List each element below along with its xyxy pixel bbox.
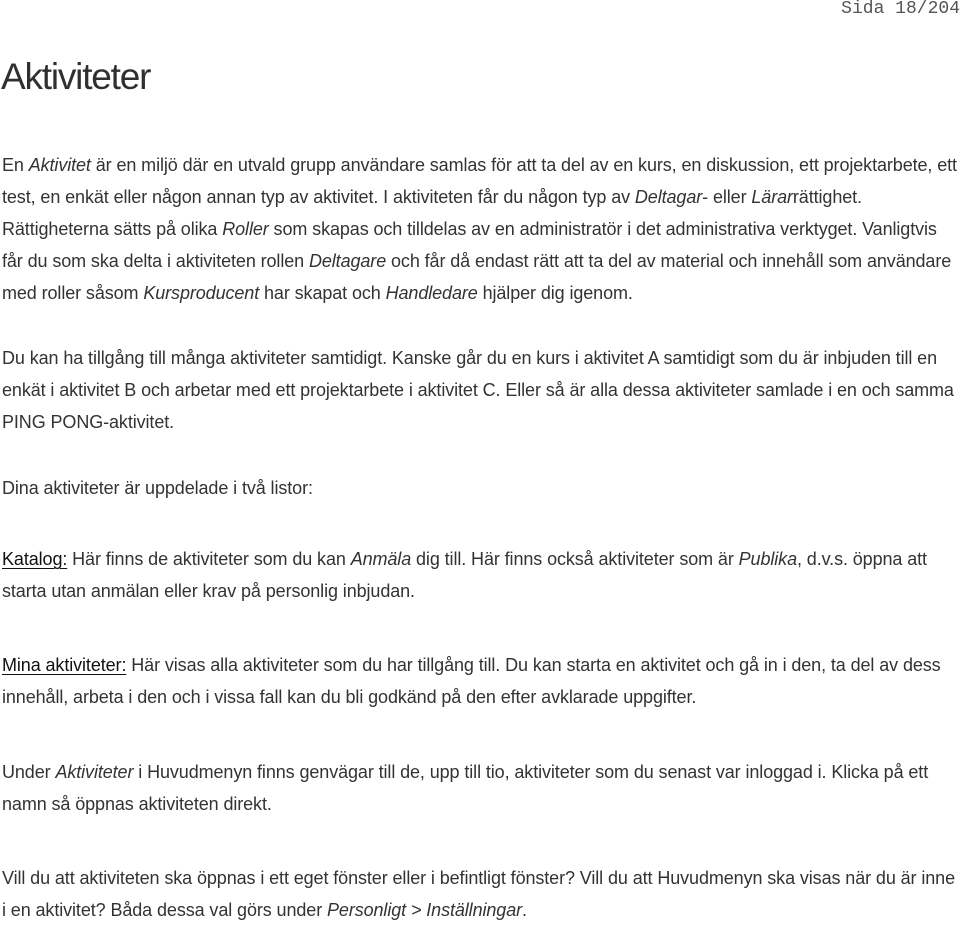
term-deltagar: Deltagar xyxy=(634,187,703,207)
text-segment: En xyxy=(2,155,29,175)
term-publika: Publika xyxy=(738,549,797,569)
text-segment: Dina aktiviteter är uppdelade i två listor: xyxy=(2,478,313,498)
paragraph-installningar xyxy=(2,862,958,926)
term-anmala: Anmäla xyxy=(350,549,412,569)
text-segment: är en miljö där en utvald grupp användare samlas för att ta del av en kurs, en diskussion, ett projektarbete, ett test, en enkät eller någon annan typ av aktivitet. I aktiviteten får du någon typ av xyxy=(2,155,957,207)
mina-aktiviteter-term: Mina aktiviteter: xyxy=(2,655,127,675)
paragraph-huvudmenyn xyxy=(2,756,958,820)
text-segment: Här finns de aktiviteter som du kan xyxy=(67,549,351,569)
text-segment: dig till. Här finns också aktiviteter som är xyxy=(411,549,739,569)
text-segment: Under xyxy=(2,762,56,782)
paragraph-multiple-activities xyxy=(2,342,958,438)
page-number: Sida 18/204 xyxy=(841,0,960,19)
text-segment: har skapat och xyxy=(259,283,386,303)
text-segment: Vill du att aktiviteten ska öppnas i ett eget fönster eller i befintligt fönster? Vill du att Huvudmenyn ska visas när du är inne i en aktivitet? Båda dessa val görs under xyxy=(2,868,955,920)
text-segment: Du kan ha tillgång till många aktiviteter samtidigt. Kanske går du en kurs i aktivitet A samtidigt som du är inbjuden till en enkät i aktivitet B och arbetar med ett projektarbete i aktivitet C. Eller så är alla dessa aktiviteter samlade i en och samma PING PONG-aktivitet. xyxy=(2,348,954,432)
text-segment: . xyxy=(522,900,527,920)
text-segment: hjälper dig igenom. xyxy=(477,283,633,303)
term-aktiviteter: Aktiviteter xyxy=(55,762,134,782)
paragraph-lists-intro xyxy=(2,472,958,504)
term-larar: Lärar xyxy=(751,187,793,207)
paragraph-mina-aktiviteter xyxy=(2,649,958,713)
term-handledare: Handledare xyxy=(385,283,478,303)
paragraph-intro xyxy=(2,149,958,309)
term-deltagare: Deltagare xyxy=(308,251,387,271)
text-segment: i Huvudmenyn finns genvägar till de, upp till tio, aktiviteter som du senast var inloggad i. Klicka på ett namn så öppnas aktiviteten direkt. xyxy=(2,762,929,814)
text-segment: - eller xyxy=(702,187,752,207)
document-body xyxy=(2,149,958,926)
page-title: Aktiviteter xyxy=(1,56,151,97)
katalog-term: Katalog: xyxy=(2,549,68,569)
term-personligt-installningar: Personligt > Inställningar xyxy=(327,900,523,920)
term-roller: Roller xyxy=(222,219,269,239)
text-segment: Här visas alla aktiviteter som du har tillgång till. Du kan starta en aktivitet och gå in i den, ta del av dess innehåll, arbeta i den och i vissa fall kan du bli godkänd på den efter avklarade uppgifter. xyxy=(2,655,941,707)
text-segment: som skapas och tilldelas av en administratör i det administrativa verktyget. Vanligtvis får du som ska delta i aktiviteten rollen xyxy=(2,219,937,271)
text-segment: rättighet. Rättigheterna sätts på olika xyxy=(2,187,862,239)
text-segment: och får då endast rätt att ta del av material och innehåll som användare med roller såsom xyxy=(2,251,952,303)
term-kursproducent: Kursproducent xyxy=(143,283,260,303)
text-segment: , d.v.s. öppna att starta utan anmälan eller krav på personlig inbjudan. xyxy=(2,549,927,601)
paragraph-katalog xyxy=(2,543,958,607)
term-aktivitet: Aktivitet xyxy=(28,155,91,175)
